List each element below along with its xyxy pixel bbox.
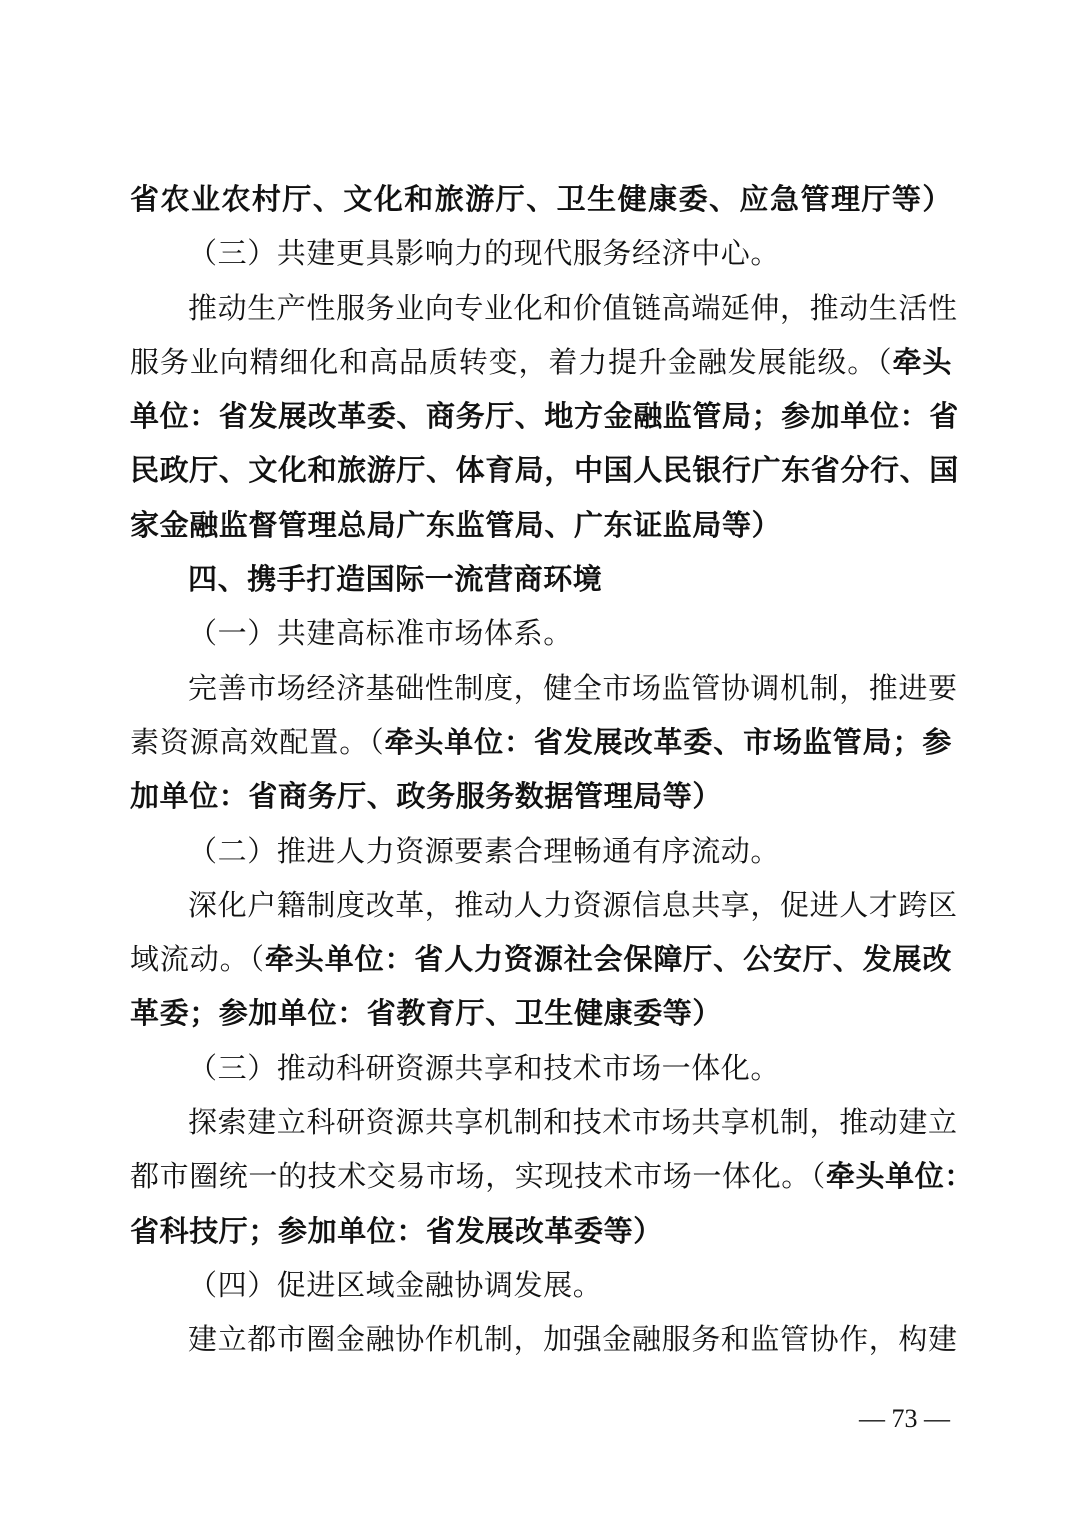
bold-text: 牵头单位：省人力资源社会保障厅、公安厅、发展改 xyxy=(264,942,952,977)
normal-text: 服务业向精细化和高品质转变，着力提升金融发展能级。（ xyxy=(130,344,893,379)
paragraph-line: 加单位：省商务厅、政务服务数据管理局等） xyxy=(130,779,723,814)
paragraph-line: 家金融监督管理总局广东监管局、广东证监局等） xyxy=(130,507,782,542)
section-subheading: （一）共建高标准市场体系。 xyxy=(188,616,573,651)
document-body xyxy=(130,172,974,1367)
bold-text: 牵头单位： xyxy=(825,1159,974,1194)
normal-text: 域流动。（ xyxy=(130,942,265,977)
bold-text: 牵头 xyxy=(892,344,953,379)
paragraph-line xyxy=(130,932,952,986)
paragraph-line: 民政厅、文化和旅游厅、体育局，中国人民银行广东省分行、国 xyxy=(130,453,959,488)
bold-text: 牵头单位：省发展改革委、市场监管局；参 xyxy=(384,724,952,759)
text-line: 省农业农村厅、文化和旅游厅、卫生健康委、应急管理厅等） xyxy=(130,182,952,216)
paragraph-line: 推动生产性服务业向专业化和价值链高端延伸，推动生活性 xyxy=(188,290,958,325)
paragraph-line xyxy=(130,1149,974,1203)
paragraph-line: 革委；参加单位：省教育厅、卫生健康委等） xyxy=(130,996,723,1031)
paragraph-line xyxy=(130,715,952,769)
paragraph-line: 省科技厅；参加单位：省发展改革委等） xyxy=(130,1213,663,1248)
section-subheading: （三）推动科研资源共享和技术市场一体化。 xyxy=(188,1050,781,1085)
paragraph-line: 建立都市圈金融协作机制，加强金融服务和监管协作，构建 xyxy=(188,1322,958,1357)
normal-text: 都市圈统一的技术交易市场，实现技术市场一体化。（ xyxy=(130,1159,826,1194)
paragraph-line: 探索建立科研资源共享机制和技术市场共享机制，推动建立 xyxy=(188,1105,958,1140)
section-subheading: （三）共建更具影响力的现代服务经济中心。 xyxy=(188,236,781,271)
section-heading: 四、携手打造国际一流营商环境 xyxy=(188,562,603,597)
page-number: — 73 — xyxy=(859,1404,950,1433)
paragraph-line: 深化户籍制度改革，推动人力资源信息共享，促进人才跨区 xyxy=(188,887,958,922)
paragraph-line xyxy=(130,335,952,389)
section-subheading: （二）推进人力资源要素合理畅通有序流动。 xyxy=(188,833,781,868)
paragraph-line: 完善市场经济基础性制度，健全市场监管协调机制，推进要 xyxy=(188,670,958,705)
paragraph-line: 单位：省发展改革委、商务厅、地方金融监管局；参加单位：省 xyxy=(130,399,959,434)
normal-text: 素资源高效配置。（ xyxy=(130,724,385,759)
section-subheading: （四）促进区域金融协调发展。 xyxy=(188,1267,603,1302)
